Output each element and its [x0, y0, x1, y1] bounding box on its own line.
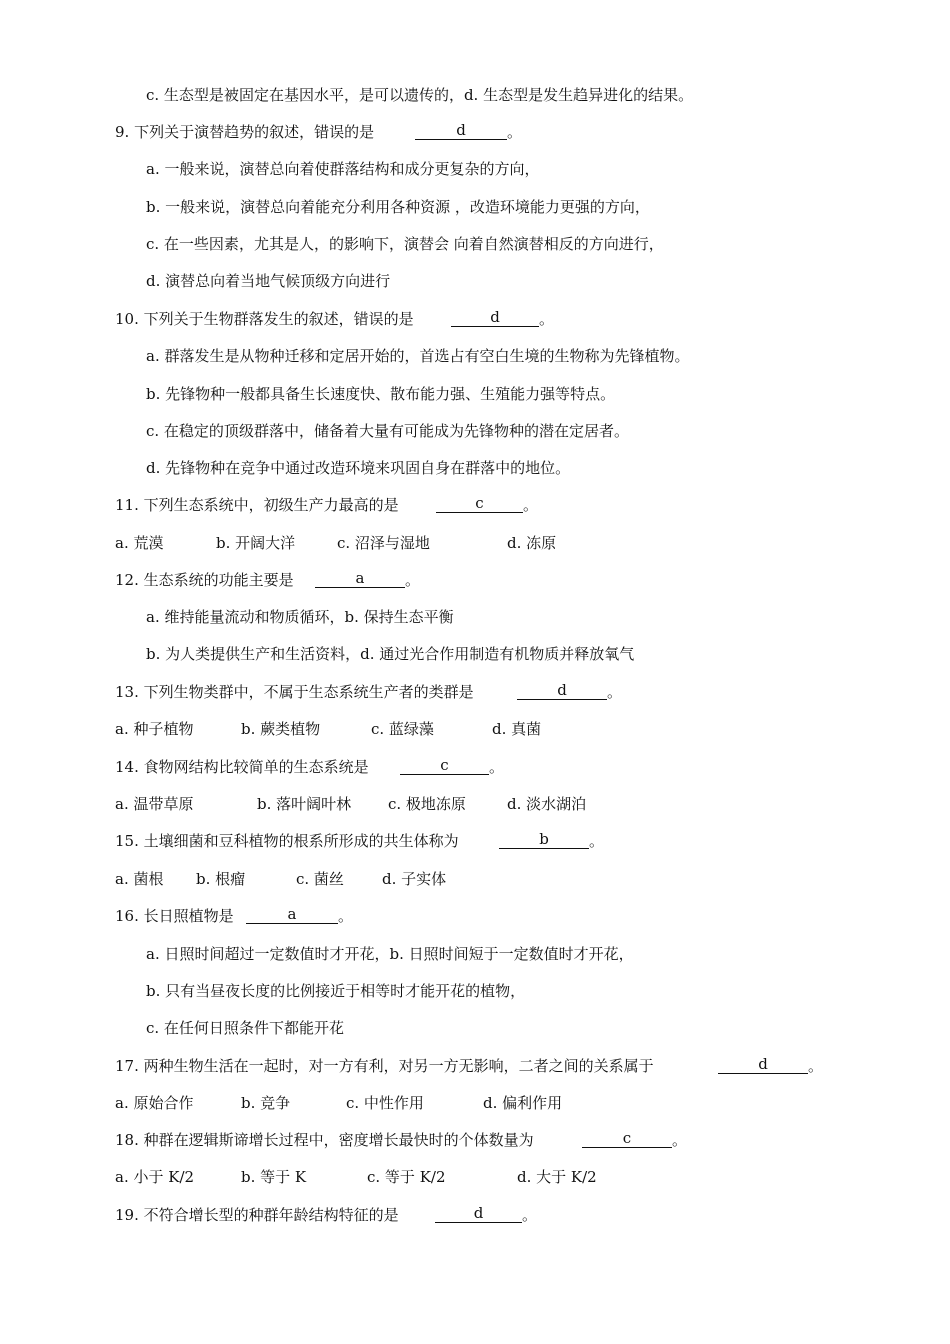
text-line	[0, 681, 950, 703]
line-text: b. 一般来说，演替总向着能充分利用各种资源 ，改造环境能力更强的方向，	[146, 198, 650, 216]
text-line	[0, 1166, 950, 1188]
text-line	[0, 494, 950, 516]
answer-blank	[582, 1129, 672, 1151]
line-text: 11. 下列生态系统中，初级生产力最高的是	[115, 496, 399, 514]
line-text: 18. 种群在逻辑斯谛增长过程中，密度增长最快时的个体数量为	[115, 1131, 534, 1149]
text-line	[0, 756, 950, 778]
text-line	[0, 270, 950, 292]
answer-letter: d	[451, 309, 539, 327]
line-text: 19. 不符合增长型的种群年龄结构特征的是	[115, 1206, 399, 1224]
option-text: c. 菌丝	[296, 870, 344, 888]
option-text: b. 竞争	[241, 1094, 291, 1112]
line-text: 12. 生态系统的功能主要是	[115, 571, 294, 589]
option-text: d. 冻原	[507, 534, 557, 552]
line-text: d. 先锋物种在竞争中通过改造环境来巩固自身在群落中的地位。	[146, 459, 571, 477]
line-text: a. 一般来说，演替总向着使群落结构和成分更复杂的方向，	[146, 160, 540, 178]
line-text: 13. 下列生物类群中，不属于生态系统生产者的类群是	[115, 683, 474, 701]
text-line	[0, 233, 950, 255]
line-text: a. 原始合作	[115, 1094, 194, 1112]
answer-blank	[315, 569, 405, 591]
answer-letter: a	[315, 570, 405, 588]
line-text: d. 演替总向着当地气候顶级方向进行	[146, 272, 391, 290]
option-text: 。	[539, 310, 555, 328]
line-text: 17. 两种生物生活在一起时，对一方有利，对另一方无影响，二者之间的关系属于	[115, 1057, 654, 1075]
text-line	[0, 1129, 950, 1151]
line-text: 16. 长日照植物是	[115, 907, 234, 925]
option-text: 。	[338, 907, 354, 925]
answer-letter: c	[436, 495, 523, 513]
answer-blank	[400, 756, 489, 778]
line-text: c. 在稳定的顶级群落中，储备着大量有可能成为先锋物种的潜在定居者。	[146, 422, 629, 440]
option-text: 。	[405, 571, 421, 589]
line-text: a. 群落发生是从物种迁移和定居开始的，首选占有空白生境的生物称为先锋植物。	[146, 347, 690, 365]
option-text: b. 等于 K	[241, 1168, 307, 1186]
option-text: b. 开阔大洋	[216, 534, 296, 552]
option-text: 。	[522, 1206, 538, 1224]
answer-blank	[718, 1055, 808, 1077]
option-text: c. 等于 K/2	[367, 1168, 446, 1186]
option-text: c. 中性作用	[346, 1094, 424, 1112]
line-text: a. 菌根	[115, 870, 164, 888]
answer-letter: c	[400, 757, 489, 775]
answer-blank	[436, 494, 523, 516]
text-line	[0, 308, 950, 330]
option-text: 。	[507, 123, 523, 141]
text-line	[0, 158, 950, 180]
option-text: d. 大于 K/2	[517, 1168, 597, 1186]
text-line	[0, 718, 950, 740]
line-text: a. 荒漠	[115, 534, 164, 552]
line-text: b. 先锋物种一般都具备生长速度快、散布能力强、生殖能力强等特点。	[146, 385, 616, 403]
option-text: c. 沼泽与湿地	[337, 534, 430, 552]
text-line	[0, 345, 950, 367]
option-text: d. 子实体	[382, 870, 447, 888]
line-text: b. 为人类提供生产和生活资料，d. 通过光合作用制造有机物质并释放氧气	[146, 645, 635, 663]
option-text: 。	[607, 683, 623, 701]
answer-letter: b	[499, 831, 589, 849]
text-line	[0, 793, 950, 815]
option-text: b. 落叶阔叶林	[257, 795, 352, 813]
option-text: 。	[589, 832, 605, 850]
answer-letter: d	[718, 1056, 808, 1074]
line-text: 9. 下列关于演替趋势的叙述，错误的是	[115, 123, 375, 141]
text-line	[0, 532, 950, 554]
option-text: d. 偏利作用	[483, 1094, 563, 1112]
text-line	[0, 1017, 950, 1039]
text-line	[0, 606, 950, 628]
text-line	[0, 1204, 950, 1226]
option-text: b. 根瘤	[196, 870, 246, 888]
option-text: d. 真菌	[492, 720, 542, 738]
option-text: 。	[808, 1057, 824, 1075]
answer-blank	[517, 681, 607, 703]
option-text: 。	[523, 496, 539, 514]
line-text: c. 生态型是被固定在基因水平，是可以遗传的，d. 生态型是发生趋异进化的结果。	[146, 86, 694, 104]
text-line	[0, 943, 950, 965]
line-text: a. 小于 K/2	[115, 1168, 195, 1186]
text-line	[0, 830, 950, 852]
option-text: c. 蓝绿藻	[371, 720, 434, 738]
answer-blank	[435, 1204, 522, 1226]
text-line	[0, 457, 950, 479]
line-text: 10. 下列关于生物群落发生的叙述，错误的是	[115, 310, 414, 328]
option-text: d. 淡水湖泊	[507, 795, 587, 813]
text-line	[0, 84, 950, 106]
answer-blank	[451, 308, 539, 330]
answer-blank	[499, 830, 589, 852]
text-line	[0, 121, 950, 143]
line-text: a. 日照时间超过一定数值时才开花，b. 日照时间短于一定数值时才开花，	[146, 945, 634, 963]
answer-letter: a	[246, 906, 338, 924]
line-text: a. 温带草原	[115, 795, 194, 813]
text-line	[0, 1092, 950, 1114]
answer-blank	[246, 905, 338, 927]
line-text: 15. 土壤细菌和豆科植物的根系所形成的共生体称为	[115, 832, 459, 850]
answer-blank	[415, 121, 507, 143]
line-text: a. 维持能量流动和物质循环，b. 保持生态平衡	[146, 608, 454, 626]
line-text: a. 种子植物	[115, 720, 194, 738]
text-line	[0, 420, 950, 442]
text-line	[0, 643, 950, 665]
text-line	[0, 383, 950, 405]
line-text: b. 只有当昼夜长度的比例接近于相等时才能开花的植物，	[146, 982, 526, 1000]
option-text: b. 蕨类植物	[241, 720, 321, 738]
line-text: c. 在任何日照条件下都能开花	[146, 1019, 344, 1037]
text-line	[0, 569, 950, 591]
text-line	[0, 980, 950, 1002]
option-text: 。	[489, 758, 505, 776]
answer-letter: d	[517, 682, 607, 700]
line-text: c. 在一些因素，尤其是人，的影响下，演替会 向着自然演替相反的方向进行，	[146, 235, 664, 253]
option-text: 。	[672, 1131, 688, 1149]
answer-letter: d	[415, 122, 507, 140]
answer-letter: d	[435, 1205, 522, 1223]
text-line	[0, 868, 950, 890]
text-line	[0, 905, 950, 927]
option-text: c. 极地冻原	[388, 795, 466, 813]
answer-letter: c	[582, 1130, 672, 1148]
text-line	[0, 1055, 950, 1077]
text-line	[0, 196, 950, 218]
line-text: 14. 食物网结构比较简单的生态系统是	[115, 758, 369, 776]
